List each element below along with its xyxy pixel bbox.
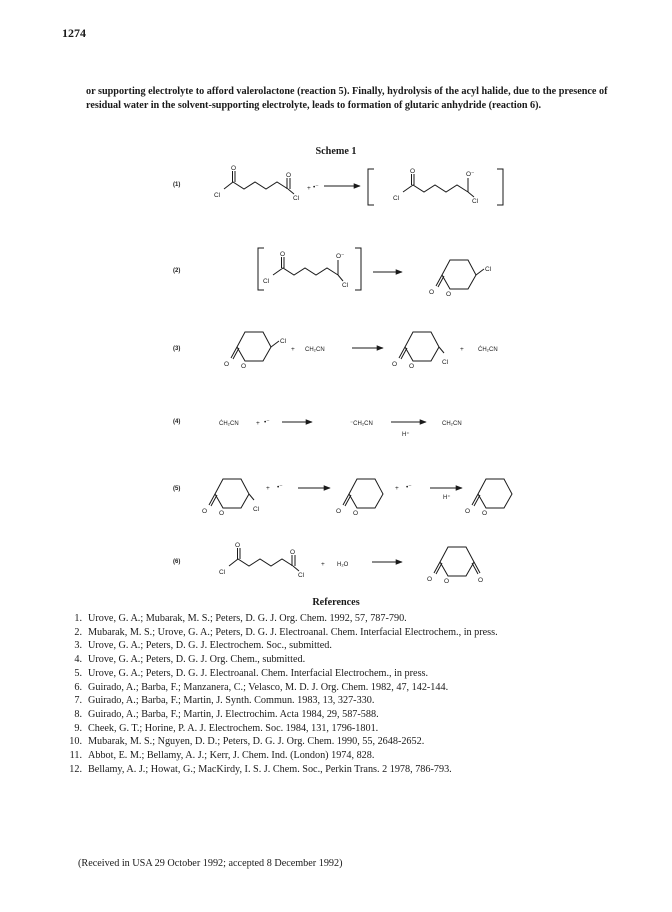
glutaryl-chloride: [224, 171, 294, 194]
cyanomethyl-anion-label: ⁻CH₂CN: [350, 421, 373, 427]
plus-sign: +: [307, 185, 311, 192]
electron-symbol: •⁻: [313, 184, 319, 191]
atom-cl: Cl: [219, 569, 226, 576]
reference-item: [60, 681, 620, 695]
reference-number: 2.: [74, 626, 82, 638]
atom-cl: Cl: [485, 266, 492, 273]
proton-label: H⁺: [402, 432, 410, 438]
received-date-note: (Received in USA 29 October 1992; accepted 8 December 1992): [78, 858, 343, 869]
atom-o: O: [241, 363, 247, 370]
lactone-radical: [343, 479, 383, 508]
reference-item: [60, 639, 620, 653]
atom-o: O: [235, 542, 241, 549]
chloro-lactone-radical-3: [231, 332, 279, 361]
reference-item: [60, 735, 620, 749]
chloro-lactone-radical: [436, 260, 484, 289]
reference-text: Guirado, A.; Barba, F.; Martin, J. Synth. Commun. 1983, 13, 327-330.: [88, 695, 375, 707]
atom-cl: Cl: [214, 192, 221, 199]
plus-sign: +: [266, 485, 270, 492]
reaction-6: [229, 547, 480, 576]
reference-item: [60, 653, 620, 667]
acetonitrile-label: CH₂CN: [442, 421, 462, 427]
electron-symbol: •⁻: [406, 484, 412, 491]
reference-text: Urove, G. A.; Peters, D. G. J. Org. Chem., submitted.: [88, 654, 306, 666]
body-paragraph: or supporting electrolyte to afford valerolactone (reaction 5). Finally, hydrolysis of the acyl halide, due to the presence of residual water in the solvent-supporting electrolyte, leads to formation of glutaric anhydride (reaction 6).: [86, 86, 608, 111]
reaction-label-3: (3): [173, 346, 181, 352]
electron-symbol: •⁻: [277, 484, 283, 491]
reference-text: Mubarak, M. S.; Urove, G. A.; Peters, D. G. J. Electroanal. Chem. Interfacial Electrochem., in press.: [88, 626, 498, 638]
atom-cl: Cl: [253, 506, 260, 513]
cyanomethyl-radical-label: ĊH₂CN: [219, 421, 239, 427]
reference-text: Urove, G. A.; Peters, D. G. J. Electrochem. Soc., submitted.: [88, 640, 332, 652]
reaction-5: [209, 479, 512, 508]
atom-o: O: [465, 508, 471, 515]
acetonitrile-label: CH₂CN: [305, 347, 325, 353]
reference-number: 6.: [74, 681, 82, 693]
atom-o: O: [202, 508, 208, 515]
atom-cl: Cl: [280, 338, 287, 345]
page-number: 1274: [62, 26, 86, 40]
reference-text: Cheek, G. T.; Horine, P. A. J. Electrochem. Soc. 1984, 131, 1796-1801.: [88, 722, 379, 734]
radical-anion-1: [368, 169, 503, 205]
valerolactone: [472, 479, 512, 508]
reaction-label-6: (6): [173, 559, 181, 565]
reference-text: Mubarak, M. S.; Nguyen, D. D.; Peters, D. G. J. Org. Chem. 1990, 55, 2648-2652.: [88, 736, 425, 748]
proton-label: H⁺: [443, 495, 451, 501]
glutaryl-chloride-6: [229, 548, 299, 571]
atom-o: O: [444, 578, 450, 585]
reaction-2: [258, 248, 484, 290]
atom-o: O: [224, 361, 230, 368]
glutaric-anhydride: [434, 547, 480, 576]
atom-cl: Cl: [298, 572, 305, 579]
atom-o: O: [290, 549, 296, 556]
reference-item: [60, 708, 620, 722]
plus-sign: +: [321, 561, 325, 568]
reaction-3: [231, 332, 444, 361]
atom-cl: Cl: [442, 359, 449, 366]
atom-o: O: [231, 165, 237, 172]
reference-number: 4.: [74, 654, 82, 666]
reference-text: Guirado, A.; Barba, F.; Manzanera, C.; Velasco, M. D. J. Org. Chem. 1982, 47, 142-144.: [88, 681, 449, 693]
plus-sign: +: [395, 485, 399, 492]
atom-o-minus: O⁻: [466, 171, 475, 178]
cyanomethyl-radical-label: ĊH₂CN: [478, 347, 498, 353]
reaction-1: [224, 169, 503, 205]
reference-number: 1.: [74, 613, 82, 624]
reaction-label-1: (1): [173, 182, 181, 188]
atom-o: O: [392, 361, 398, 368]
reference-item: [60, 626, 620, 640]
reference-list: [60, 612, 620, 776]
water-label: H₂O: [337, 562, 349, 568]
reference-number: 10.: [69, 736, 82, 748]
reference-number: 5.: [74, 667, 82, 679]
reference-text: Bellamy, A. J.; Howat, G.; MacKirdy, I. S. J. Chem. Soc., Perkin Trans. 2 1978, 786-793.: [88, 763, 452, 775]
atom-o: O: [427, 576, 433, 583]
reference-item: [60, 694, 620, 708]
reference-item: [60, 749, 620, 763]
atom-cl: Cl: [342, 282, 349, 289]
reference-number: 3.: [74, 640, 82, 652]
atom-o: O: [478, 577, 484, 584]
reference-item: [60, 763, 620, 777]
reference-number: 7.: [74, 695, 82, 707]
atom-o: O: [219, 510, 225, 517]
atom-cl: Cl: [263, 278, 270, 285]
atom-cl: Cl: [472, 198, 479, 205]
reaction-label-5: (5): [173, 486, 181, 492]
atom-o: O: [410, 168, 416, 175]
reference-number: 12.: [69, 763, 82, 775]
atom-o-minus: O⁻: [336, 253, 345, 260]
reference-item: [60, 667, 620, 681]
atom-o: O: [409, 363, 415, 370]
atom-cl: Cl: [393, 195, 400, 202]
plus-sign: +: [291, 346, 295, 353]
reference-item: [60, 722, 620, 736]
atom-o: O: [353, 510, 359, 517]
electron-symbol: •⁻: [264, 419, 270, 426]
reference-number: 11.: [69, 750, 82, 762]
plus-sign: +: [256, 420, 260, 427]
reference-item: [60, 612, 620, 626]
atom-o: O: [429, 289, 435, 296]
atom-o: O: [280, 251, 286, 258]
reference-text: Urove, G. A.; Peters, D. G. J. Electroanal. Chem. Interfacial Electrochem., in press.: [88, 667, 429, 679]
atom-cl: Cl: [293, 195, 300, 202]
reference-number: 8.: [74, 708, 82, 720]
atom-o: O: [446, 291, 452, 298]
reaction-label-2: (2): [173, 268, 181, 274]
reference-text: Abbot, E. M.; Bellamy, A. J.; Kerr, J. Chem. Ind. (London) 1974, 828.: [88, 750, 375, 762]
plus-sign: +: [460, 346, 464, 353]
reference-number: 9.: [74, 722, 82, 734]
reaction-label-4: (4): [173, 419, 181, 425]
references-heading: References: [312, 597, 360, 608]
scheme-title: Scheme 1: [315, 146, 357, 157]
atom-o: O: [482, 510, 488, 517]
reference-text: Urove, G. A.; Mubarak, M. S.; Peters, D. G. J. Org. Chem. 1992, 57, 787-790.: [88, 613, 407, 624]
chloro-lactone-5: [209, 479, 254, 508]
chloro-lactone: [399, 332, 444, 361]
reference-text: Guirado, A.; Barba, F.; Martin, J. Electrochim. Acta 1984, 29, 587-588.: [88, 708, 379, 720]
atom-o: O: [286, 172, 292, 179]
atom-o: O: [336, 508, 342, 515]
